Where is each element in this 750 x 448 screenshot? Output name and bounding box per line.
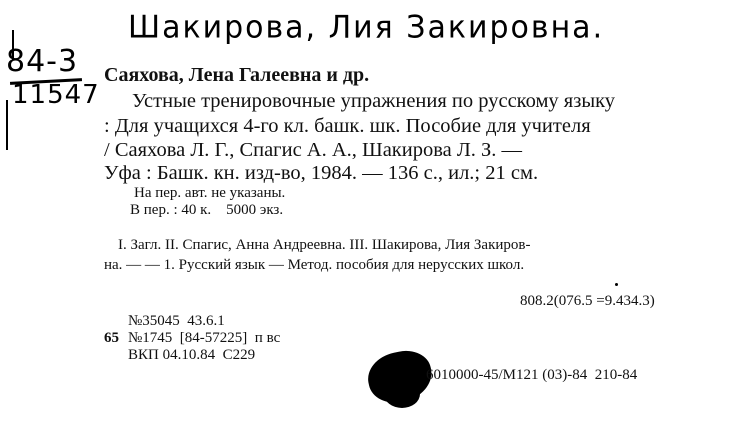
publication-code: 6010000-45/М121 (03)-84 210-84 xyxy=(426,367,638,383)
title-line: / Саяхова Л. Г., Спагис А. А., Шакирова Л. З. — xyxy=(104,139,523,161)
tracing-line: на. — — 1. Русский язык — Метод. пособия для нерусских школ. xyxy=(104,257,525,273)
price-line: В пер. : 40 к. 5000 экз. xyxy=(130,202,284,218)
handwritten-shelf-code: 84-3 xyxy=(6,44,79,79)
ink-speck xyxy=(615,283,618,286)
card-number: №1745 [84-57225] п вс xyxy=(128,330,281,346)
title-line: Устные тренировочные упражнения по русскому языку xyxy=(132,90,616,112)
bbk-prefix: 65 xyxy=(104,330,119,346)
handwritten-shelf-number: 11547 xyxy=(12,80,100,110)
imprint-line: Уфа : Башк. кн. изд-во, 1984. — 136 с., ил.; 21 см. xyxy=(104,162,539,184)
ink-stamp-blot xyxy=(384,380,420,408)
accession-number: №35045 43.6.1 xyxy=(128,313,225,329)
chamber-code: ВКП 04.10.84 С229 xyxy=(128,347,256,363)
tracing-line: I. Загл. II. Спагис, Анна Андреевна. III. Шакирова, Лия Закиров- xyxy=(118,237,531,253)
handwritten-name: Шакирова, Лия Закировна. xyxy=(128,9,605,46)
title-line: : Для учащихся 4-го кл. башк. шк. Пособие для учителя xyxy=(104,115,591,137)
note-line: На пер. авт. не указаны. xyxy=(134,185,286,201)
pen-mark xyxy=(6,100,8,150)
author-heading: Саяхова, Лена Галеевна и др. xyxy=(104,64,370,86)
udc-code: 808.2(076.5 =9.434.3) xyxy=(520,293,655,309)
